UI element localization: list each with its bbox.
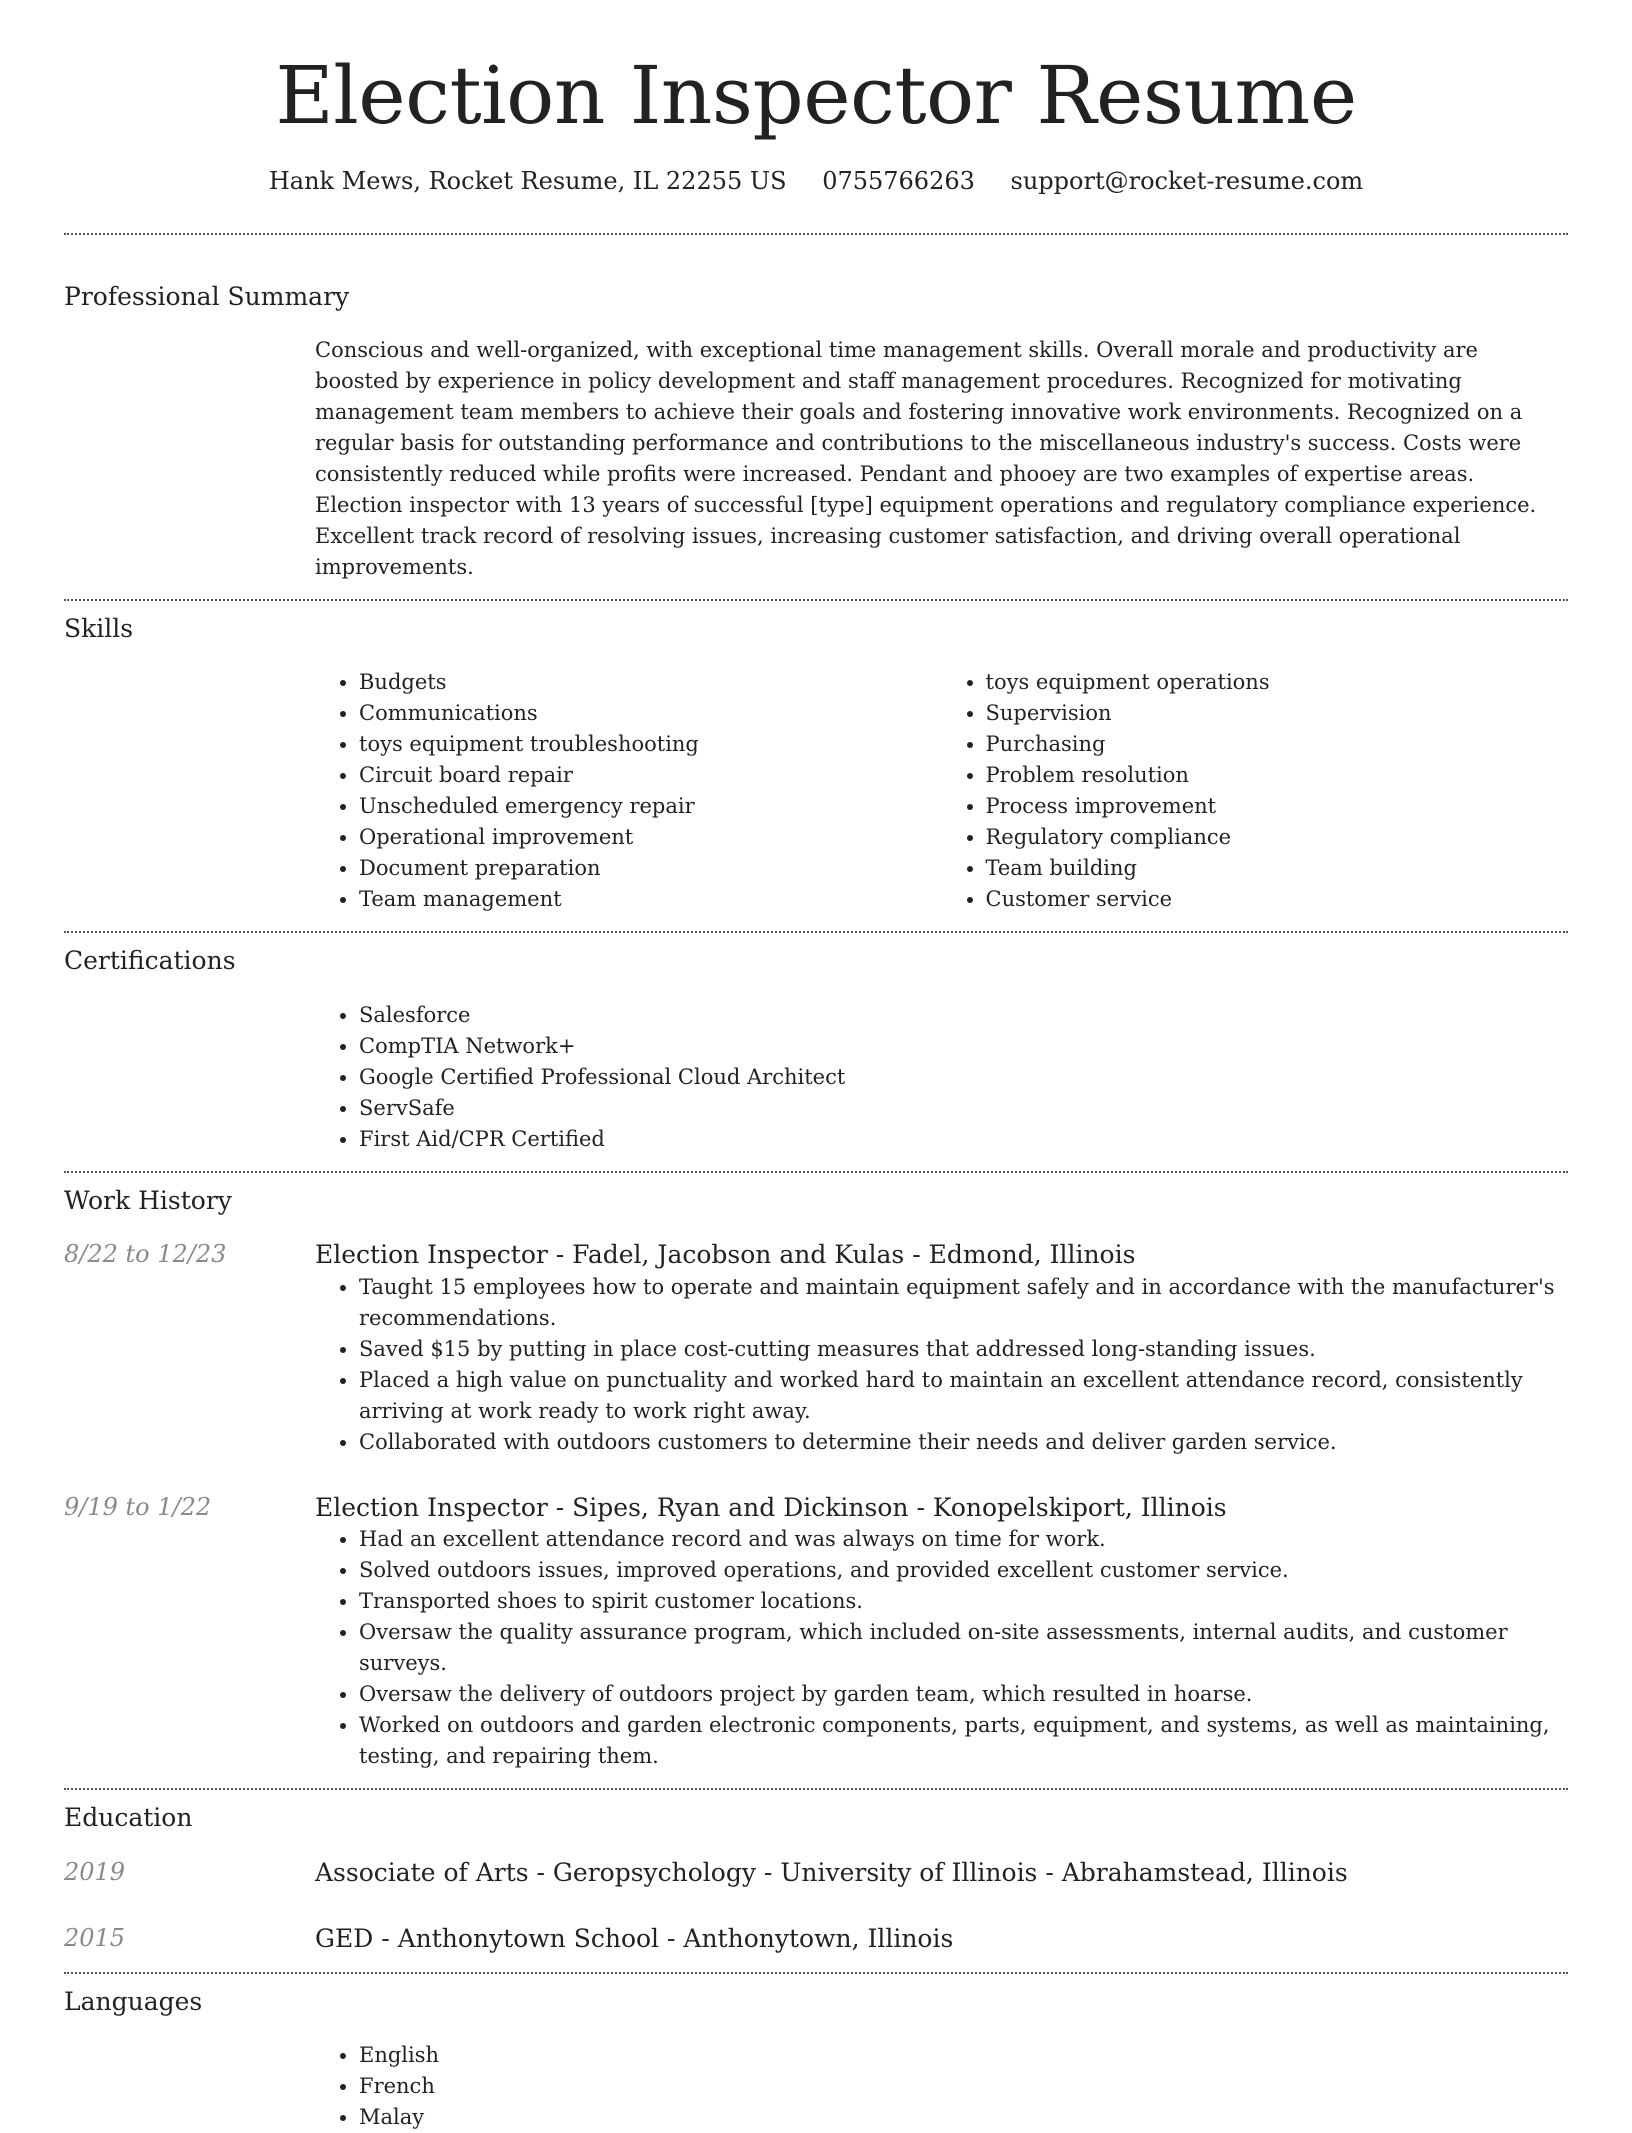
certifications-section (64, 933, 1568, 1171)
education-date: 2015 (64, 1924, 126, 1953)
languages-section (64, 1974, 1568, 2133)
education-details (315, 1857, 1568, 1890)
skill-item: • Budgets (359, 667, 942, 698)
education-title: Associate of Arts - Geropsychology - University of Illinois - Abrahamstead, Illinois (315, 1857, 1348, 1887)
job-bullet: • Solved outdoors issues, improved operations, and provided excellent customer service. (359, 1555, 1568, 1586)
job-bullet: • Had an excellent attendance record and was always on time for work. (359, 1524, 1568, 1555)
education-date: 2019 (64, 1857, 126, 1886)
skill-item: • Supervision (986, 698, 1569, 729)
job-bullets (315, 1524, 1568, 1772)
contact-email: support@rocket-resume.com (1010, 167, 1364, 195)
skills-list-right (942, 667, 1569, 915)
skills-list-left (315, 667, 942, 915)
languages-heading: Languages (64, 1986, 203, 2016)
job-bullet: • Saved $15 by putting in place cost-cutting measures that addressed long-standing issues. (359, 1334, 1568, 1365)
job-dates: 9/19 to 1/22 (64, 1492, 212, 1521)
languages-list (315, 2040, 1568, 2133)
resume-title: Election Inspector Resume (275, 49, 1357, 142)
skill-item: • Communications (359, 698, 942, 729)
job-entry (64, 1492, 1568, 1773)
summary-section (64, 235, 1568, 599)
skill-item: • Unscheduled emergency repair (359, 791, 942, 822)
skills-section (64, 601, 1568, 932)
certifications-list (315, 1000, 1568, 1155)
education-heading: Education (64, 1803, 193, 1833)
certification-item: • Google Certified Professional Cloud Architect (359, 1062, 1568, 1093)
skill-item: • Customer service (986, 884, 1569, 915)
skill-item: • Regulatory compliance (986, 822, 1569, 853)
certifications-heading: Certifications (64, 946, 236, 976)
certification-item: • ServSafe (359, 1093, 1568, 1124)
education-entry (64, 1923, 1568, 1956)
language-item: • French (359, 2071, 1568, 2102)
education-title: GED - Anthonytown School - Anthonytown, Illinois (315, 1924, 954, 1954)
education-section (64, 1790, 1568, 1972)
job-bullet: • Placed a high value on punctuality and worked hard to maintain an excellent attendance record, consistently arriving at work ready to work right away. (359, 1365, 1568, 1427)
resume-header (64, 0, 1568, 197)
languages-body (315, 2040, 1568, 2133)
work-history-heading: Work History (64, 1185, 232, 1215)
job-bullet: • Collaborated with outdoors customers to determine their needs and deliver garden service. (359, 1427, 1568, 1458)
skill-item: • Circuit board repair (359, 760, 942, 791)
job-bullet: • Oversaw the quality assurance program, which included on-site assessments, internal audits, and customer surveys. (359, 1617, 1568, 1679)
skill-item: • Operational improvement (359, 822, 942, 853)
certification-item: • CompTIA Network+ (359, 1031, 1568, 1062)
work-history-section (64, 1173, 1568, 1789)
contact-address: Hank Mews, Rocket Resume, IL 22255 US (268, 167, 787, 195)
job-bullet: • Transported shoes to spirit customer locations. (359, 1586, 1568, 1617)
skill-item: • Purchasing (986, 729, 1569, 760)
summary-heading: Professional Summary (64, 282, 350, 312)
summary-text: Conscious and well-organized, with exceptional time management skills. Overall morale and productivity are boosted by experience in policy development and staff management procedures. Recognized for motivating management team members to achieve their goals and fostering innovative work environments. Recognized on a regular basis for outstanding performance and contributions to the miscellaneous industry's success. Costs were consistently reduced while profits were increased. Pendant and phooey are two examples of expertise areas. Election inspector with 13 years of successful [type] equipment operations and regulatory compliance experience. Excellent track record of resolving issues, increasing customer satisfaction, and driving overall operational improvements. (315, 337, 1537, 579)
language-item: • Malay (359, 2102, 1568, 2133)
education-entry (64, 1857, 1568, 1890)
certifications-body (315, 1000, 1568, 1155)
job-dates: 8/22 to 12/23 (64, 1240, 227, 1269)
skill-item: • toys equipment troubleshooting (359, 729, 942, 760)
skill-item: • Document preparation (359, 853, 942, 884)
job-bullet: • Worked on outdoors and garden electronic components, parts, equipment, and systems, as well as maintaining, testing, and repairing them. (359, 1710, 1568, 1772)
contact-phone: 0755766263 (822, 167, 975, 195)
summary-body (315, 335, 1568, 583)
job-bullet: • Taught 15 employees how to operate and maintain equipment safely and in accordance with the manufacturer's recommendations. (359, 1272, 1568, 1334)
skill-item: • toys equipment operations (986, 667, 1569, 698)
job-bullet: • Oversaw the delivery of outdoors project by garden team, which resulted in hoarse. (359, 1679, 1568, 1710)
skill-item: • Process improvement (986, 791, 1569, 822)
job-bullets (315, 1272, 1568, 1458)
job-title: Election Inspector - Fadel, Jacobson and Kulas - Edmond, Illinois (315, 1240, 1136, 1270)
skills-heading: Skills (64, 613, 134, 643)
certification-item: • First Aid/CPR Certified (359, 1124, 1568, 1155)
language-item: • English (359, 2040, 1568, 2071)
job-entry (64, 1239, 1568, 1458)
job-title: Election Inspector - Sipes, Ryan and Dickinson - Konopelskiport, Illinois (315, 1492, 1227, 1522)
contact-line (64, 166, 1568, 197)
skill-item: • Problem resolution (986, 760, 1569, 791)
certification-item: • Salesforce (359, 1000, 1568, 1031)
job-details (315, 1239, 1568, 1458)
education-details (315, 1923, 1568, 1956)
job-details (315, 1492, 1568, 1773)
skills-grid (315, 667, 1568, 915)
skill-item: • Team management (359, 884, 942, 915)
skill-item: • Team building (986, 853, 1569, 884)
